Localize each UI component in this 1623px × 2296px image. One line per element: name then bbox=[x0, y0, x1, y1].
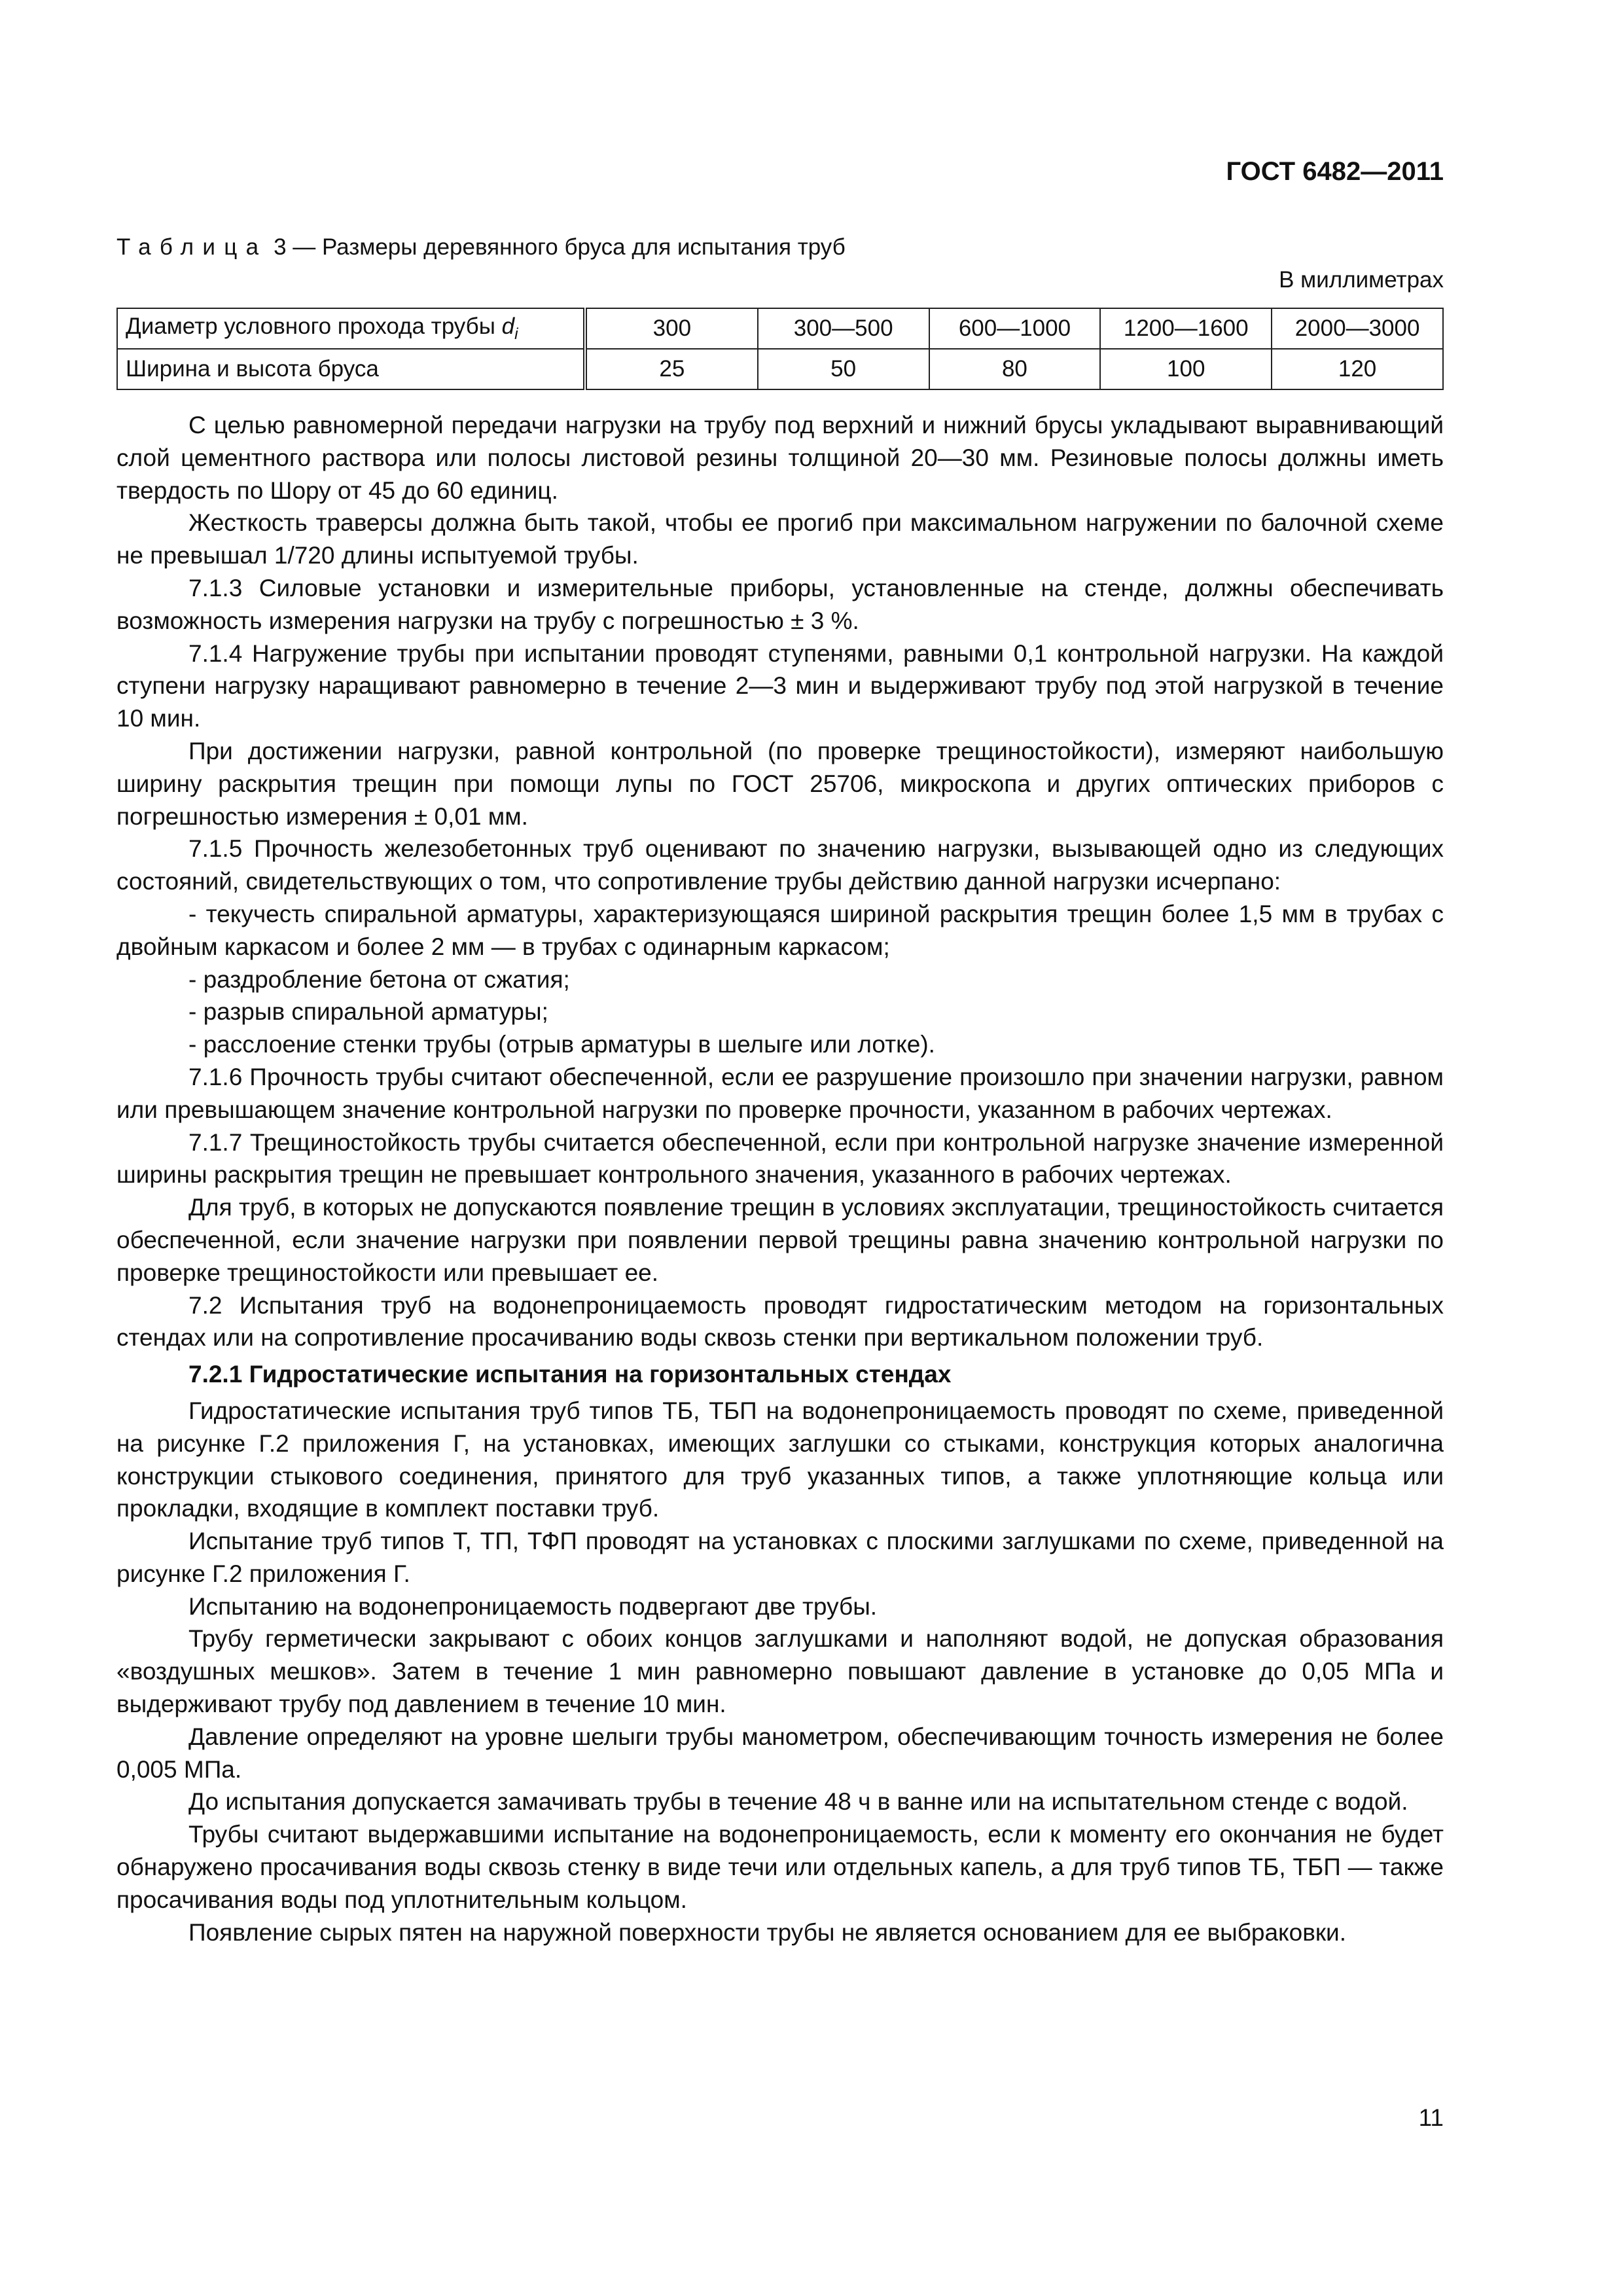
paragraph: С целью равномерной передачи нагрузки на трубу под верхний и нижний брусы укладывают выравнивающий слой цементного раствора или полосы листовой резины толщиной 20—30 мм. Резиновые полосы должны иметь твердость по Шору от 45 до 60 единиц. bbox=[116, 412, 1444, 504]
paragraph: 7.1.4 Нагружение трубы при испытании проводят ступенями, равными 0,1 контрольной нагрузки. На каждой ступени нагрузку наращивают равномерно в течение 2—3 мин и выдерживают трубу под этой нагрузкой в течение 10 мин. bbox=[116, 639, 1444, 732]
section-heading: 7.2.1 Гидростатические испытания на горизонтальных стендах bbox=[188, 1361, 952, 1388]
paragraph: Испытание труб типов Т, ТП, ТФП проводят на установках с плоскими заглушками по схеме, приведенной на рисунке Г.2 приложения Г. bbox=[116, 1528, 1444, 1587]
paragraph: Испытанию на водонепроницаемость подвергают две трубы. bbox=[188, 1592, 878, 1620]
paragraph: Трубу герметически закрывают с обоих концов заглушками и наполняют водой, не допуская образования «воздушных мешков». Затем в течение 1 мин равномерно повышают давление в установке до 0,05 МПа и выдерживают трубу под давлением в течение 10 мин. bbox=[116, 1625, 1444, 1718]
paragraph: Давление определяют на уровне шелыги трубы манометром, обеспечивающим точность измерения не более 0,005 МПа. bbox=[116, 1723, 1444, 1783]
table-cell: 25 bbox=[585, 349, 758, 389]
paragraph: 7.1.7 Трещиностойкость трубы считается обеспеченной, если при контрольной нагрузке значение измеренной ширины раскрытия трещин не превышает контрольного значения, указанного в рабочих чертежах. bbox=[116, 1128, 1444, 1189]
table-cell: 300—500 bbox=[758, 308, 929, 349]
table-cell: 2000—3000 bbox=[1272, 308, 1443, 349]
table-cell: 100 bbox=[1100, 349, 1272, 389]
paragraph: 7.1.6 Прочность трубы считают обеспеченной, если ее разрушение произошло при значении нагрузки, равном или превышающем значение контрольной нагрузки по проверке прочности, указанном в рабочих чертежах. bbox=[116, 1063, 1444, 1123]
paragraph: Для труб, в которых не допускаются появление трещин в условиях эксплуатации, трещиностойкость считается обеспеченной, если значение нагрузки при появлении первой трещины равна значению контрольной нагрузки по проверке трещиностойкости или превышает ее. bbox=[116, 1194, 1444, 1286]
table-row bbox=[117, 308, 1443, 349]
table-cell: 120 bbox=[1272, 349, 1443, 389]
row-label-diameter: Диаметр условного прохода трубы bbox=[126, 314, 502, 339]
table-row-header bbox=[117, 308, 585, 349]
paragraph: До испытания допускается замачивать трубы в течение 48 ч в ванне или на испытательном стенде с водой. bbox=[188, 1788, 1408, 1816]
standard-header: ГОСТ 6482—2011 bbox=[1226, 157, 1444, 186]
table-units-note: В миллиметрах bbox=[1279, 267, 1444, 293]
body-text bbox=[116, 409, 1444, 1948]
list-item: - разрыв спиральной арматуры; bbox=[188, 998, 548, 1026]
paragraph: При достижении нагрузки, равной контрольной (по проверке трещиностойкости), измеряют наибольшую ширину раскрытия трещин при помощи лупы по ГОСТ 25706, микроскопа и других оптических приборов с погрешностью измерения ± 0,01 мм. bbox=[116, 737, 1444, 830]
table-cell: 80 bbox=[929, 349, 1101, 389]
paragraph: Жесткость траверсы должна быть такой, чтобы ее прогиб при максимальном нагружении по балочной схеме не превышал 1/720 длины испытуемой трубы. bbox=[116, 509, 1444, 569]
list-item: - текучесть спиральной арматуры, характеризующаяся шириной раскрытия трещин более 1,5 мм в трубах с двойным каркасом и более 2 мм — в трубах с одинарным каркасом; bbox=[116, 900, 1444, 960]
bar-dimensions-table bbox=[116, 308, 1444, 390]
table-cell: 300 bbox=[585, 308, 758, 349]
table-caption bbox=[116, 234, 846, 260]
diameter-subscript: i bbox=[514, 325, 518, 343]
paragraph: 7.2 Испытания труб на водонепроницаемость проводят гидростатическим методом на горизонтальных стендах или на сопротивление просачиванию воды сквозь стенки при вертикальном положении труб. bbox=[116, 1291, 1444, 1352]
page-number: 11 bbox=[1418, 2104, 1444, 2131]
table-row-header: Ширина и высота бруса bbox=[117, 349, 585, 389]
paragraph: Появление сырых пятен на наружной поверхности трубы не является основанием для ее выбраковки. bbox=[188, 1918, 1347, 1946]
diameter-variable: d bbox=[501, 314, 515, 339]
table-cell: 1200—1600 bbox=[1100, 308, 1272, 349]
paragraph: Трубы считают выдержавшими испытание на водонепроницаемость, если к моменту его окончания не будет обнаружено просачивания воды сквозь стенку в виде течи или отдельных капель, а для труб типов ТБ, ТБП — также просачивания воды под уплотнительным кольцом. bbox=[116, 1821, 1444, 1913]
table-row bbox=[117, 349, 1443, 389]
list-item: - расслоение стенки трубы (отрыв арматуры в шелыге или лотке). bbox=[188, 1031, 935, 1058]
table-caption-text: 3 — Размеры деревянного бруса для испытания труб bbox=[267, 234, 846, 260]
paragraph: Гидростатические испытания труб типов ТБ, ТБП на водонепроницаемость проводят по схеме, приведенной на рисунке Г.2 приложения Г, на установках, имеющих заглушки со стыками, конструкция которых аналогична конструкции стыкового соединения, принятого для труб указанных типов, а также уплотняющие кольца или прокладки, входящие в комплект поставки труб. bbox=[116, 1397, 1444, 1522]
list-item: - раздробление бетона от сжатия; bbox=[188, 965, 570, 993]
paragraph: 7.1.5 Прочность железобетонных труб оценивают по значению нагрузки, вызывающей одно из следующих состояний, свидетельствующих о том, что сопротивление трубы действию данной нагрузки исчерпано: bbox=[116, 835, 1444, 895]
paragraph: 7.1.3 Силовые установки и измерительные приборы, установленные на стенде, должны обеспечивать возможность измерения нагрузки на трубу с погрешностью ± 3 %. bbox=[116, 574, 1444, 634]
table-cell: 50 bbox=[758, 349, 929, 389]
table-caption-lead: Таблица bbox=[116, 234, 268, 260]
table-cell: 600—1000 bbox=[929, 308, 1101, 349]
